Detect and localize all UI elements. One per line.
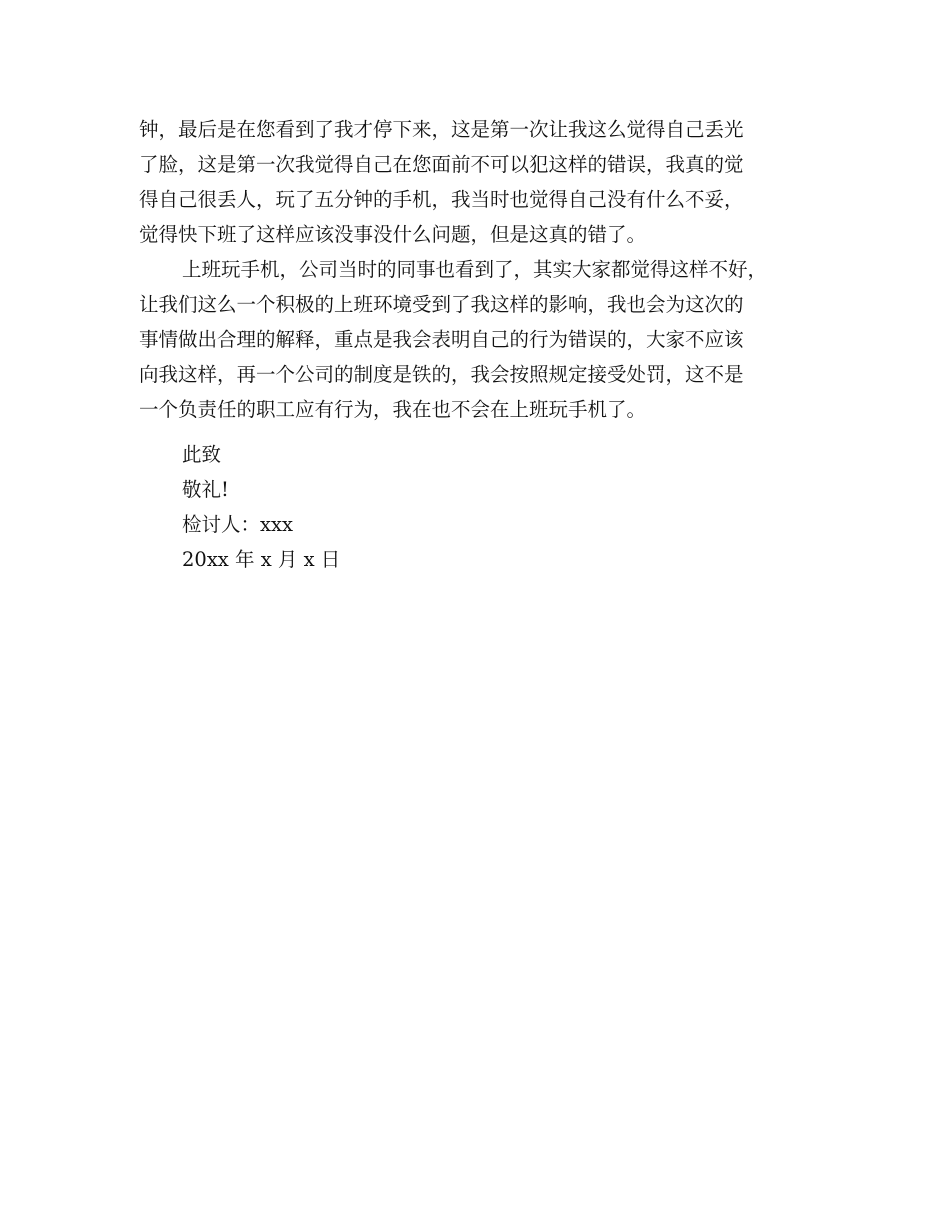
paragraph-2-line-5: 一个负责任的职工应有行为，我在也不会在上班玩手机了。 (139, 398, 647, 421)
closing-author: 检讨人：xxx (182, 513, 293, 536)
paragraph-2-line-4: 向我这样，再一个公司的制度是铁的，我会按照规定接受处罚，这不是 (139, 363, 744, 386)
closing-date: 20xx 年 x 月 x 日 (182, 548, 341, 571)
paragraph-2-line-1: 上班玩手机，公司当时的同事也看到了，其实大家都觉得这样不好， (182, 258, 768, 281)
paragraph-1-line-1: 钟，最后是在您看到了我才停下来，这是第一次让我这么觉得自己丢光 (139, 118, 744, 141)
letter-body (139, 112, 839, 427)
paragraph-1-line-2: 了脸，这是第一次我觉得自己在您面前不可以犯这样的错误，我真的觉 (139, 153, 744, 176)
letter-closing (182, 437, 340, 577)
closing-salutation: 此致 (182, 443, 222, 466)
paragraph-1-line-4: 觉得快下班了这样应该没事没什么问题，但是这真的错了。 (139, 223, 647, 246)
closing-regards: 敬礼! (182, 478, 229, 501)
paragraph-1-line-3: 得自己很丢人，玩了五分钟的手机，我当时也觉得自己没有什么不妥， (139, 188, 744, 211)
paragraph-2-line-3: 事情做出合理的解释，重点是我会表明自己的行为错误的，大家不应该 (139, 328, 744, 351)
paragraph-2-line-2: 让我们这么一个积极的上班环境受到了我这样的影响，我也会为这次的 (139, 293, 744, 316)
